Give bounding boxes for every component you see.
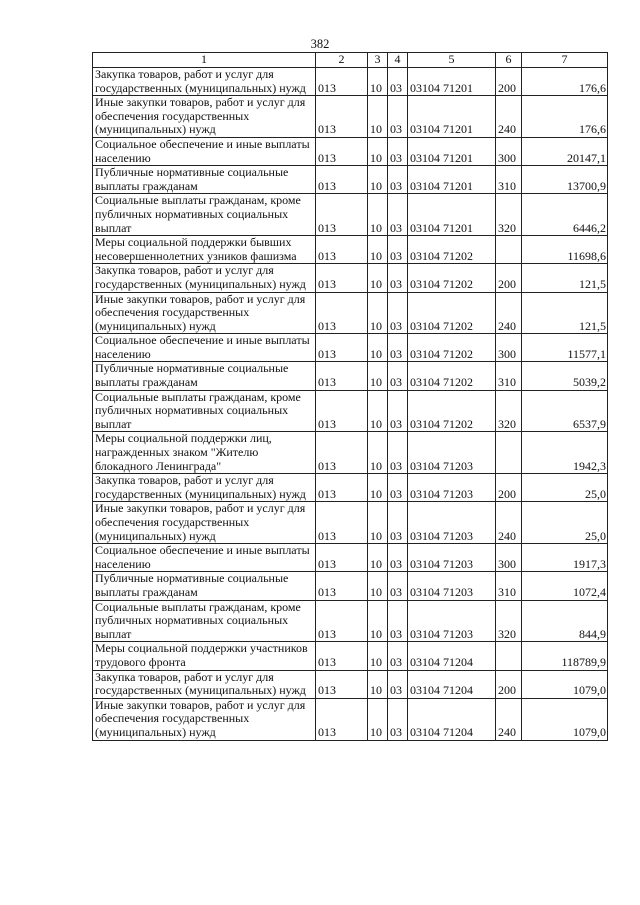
- row-name-cell: Публичные нормативные социальные выплаты гражданам: [93, 572, 316, 600]
- row-target-article-cell: 03104 71202: [408, 390, 496, 432]
- column-header-2: 2: [316, 53, 368, 68]
- row-section-cell: 10: [368, 166, 388, 194]
- row-target-article-cell: 03104 71202: [408, 292, 496, 334]
- table-row: [93, 96, 608, 138]
- row-subsection-cell: 03: [388, 544, 408, 572]
- row-admin-code-cell: 013: [316, 96, 368, 138]
- table-row: [93, 432, 608, 474]
- row-expense-type-cell: 300: [496, 334, 522, 362]
- row-amount-cell: 176,6: [522, 96, 608, 138]
- row-section-cell: 10: [368, 432, 388, 474]
- row-amount-cell: 176,6: [522, 68, 608, 96]
- row-admin-code-cell: 013: [316, 474, 368, 502]
- row-name-cell: Социальное обеспечение и иные выплаты населению: [93, 544, 316, 572]
- row-expense-type-cell: [496, 642, 522, 670]
- row-subsection-cell: 03: [388, 572, 408, 600]
- table-row: [93, 502, 608, 544]
- column-header-7: 7: [522, 53, 608, 68]
- row-name-cell: Социальные выплаты гражданам, кроме публичных нормативных социальных выплат: [93, 194, 316, 236]
- table-row: [93, 698, 608, 740]
- row-admin-code-cell: 013: [316, 194, 368, 236]
- column-header-1: 1: [93, 53, 316, 68]
- row-amount-cell: 1072,4: [522, 572, 608, 600]
- row-amount-cell: 121,5: [522, 292, 608, 334]
- row-target-article-cell: 03104 71204: [408, 670, 496, 698]
- row-subsection-cell: 03: [388, 166, 408, 194]
- row-subsection-cell: 03: [388, 474, 408, 502]
- row-target-article-cell: 03104 71204: [408, 642, 496, 670]
- row-target-article-cell: 03104 71201: [408, 166, 496, 194]
- row-amount-cell: 121,5: [522, 264, 608, 292]
- row-subsection-cell: 03: [388, 362, 408, 390]
- row-admin-code-cell: 013: [316, 698, 368, 740]
- table-row: [93, 166, 608, 194]
- table-row: [93, 264, 608, 292]
- row-section-cell: 10: [368, 502, 388, 544]
- table-row: [93, 292, 608, 334]
- row-admin-code-cell: 013: [316, 68, 368, 96]
- row-subsection-cell: 03: [388, 642, 408, 670]
- table-row: [93, 137, 608, 165]
- row-expense-type-cell: 300: [496, 137, 522, 165]
- row-target-article-cell: 03104 71201: [408, 68, 496, 96]
- row-subsection-cell: 03: [388, 432, 408, 474]
- row-name-cell: Социальное обеспечение и иные выплаты населению: [93, 137, 316, 165]
- row-admin-code-cell: 013: [316, 236, 368, 264]
- row-subsection-cell: 03: [388, 670, 408, 698]
- row-subsection-cell: 03: [388, 334, 408, 362]
- table-row: [93, 362, 608, 390]
- table-row: [93, 544, 608, 572]
- row-section-cell: 10: [368, 68, 388, 96]
- row-name-cell: Публичные нормативные социальные выплаты гражданам: [93, 362, 316, 390]
- row-admin-code-cell: 013: [316, 264, 368, 292]
- row-admin-code-cell: 013: [316, 166, 368, 194]
- row-target-article-cell: 03104 71202: [408, 362, 496, 390]
- row-target-article-cell: 03104 71203: [408, 600, 496, 642]
- row-section-cell: 10: [368, 96, 388, 138]
- column-header-6: 6: [496, 53, 522, 68]
- row-section-cell: 10: [368, 194, 388, 236]
- row-admin-code-cell: 013: [316, 390, 368, 432]
- table-row: [93, 334, 608, 362]
- row-name-cell: Иные закупки товаров, работ и услуг для обеспечения государственных (муниципальных) нужд: [93, 96, 316, 138]
- table-row: [93, 600, 608, 642]
- row-subsection-cell: 03: [388, 698, 408, 740]
- row-section-cell: 10: [368, 698, 388, 740]
- budget-table: [92, 52, 608, 741]
- row-admin-code-cell: 013: [316, 572, 368, 600]
- row-target-article-cell: 03104 71203: [408, 572, 496, 600]
- row-section-cell: 10: [368, 362, 388, 390]
- row-expense-type-cell: 320: [496, 194, 522, 236]
- table-row: [93, 390, 608, 432]
- row-amount-cell: 13700,9: [522, 166, 608, 194]
- row-expense-type-cell: 320: [496, 600, 522, 642]
- row-amount-cell: 11577,1: [522, 334, 608, 362]
- row-expense-type-cell: [496, 432, 522, 474]
- row-target-article-cell: 03104 71203: [408, 502, 496, 544]
- row-name-cell: Иные закупки товаров, работ и услуг для обеспечения государственных (муниципальных) нужд: [93, 292, 316, 334]
- row-name-cell: Закупка товаров, работ и услуг для государственных (муниципальных) нужд: [93, 474, 316, 502]
- row-expense-type-cell: 200: [496, 68, 522, 96]
- row-amount-cell: 118789,9: [522, 642, 608, 670]
- row-name-cell: Закупка товаров, работ и услуг для государственных (муниципальных) нужд: [93, 670, 316, 698]
- row-target-article-cell: 03104 71202: [408, 264, 496, 292]
- row-section-cell: 10: [368, 572, 388, 600]
- row-section-cell: 10: [368, 390, 388, 432]
- row-admin-code-cell: 013: [316, 137, 368, 165]
- row-amount-cell: 25,0: [522, 502, 608, 544]
- row-target-article-cell: 03104 71203: [408, 544, 496, 572]
- row-admin-code-cell: 013: [316, 334, 368, 362]
- table-row: [93, 194, 608, 236]
- table-row: [93, 68, 608, 96]
- row-subsection-cell: 03: [388, 96, 408, 138]
- column-header-5: 5: [408, 53, 496, 68]
- row-admin-code-cell: 013: [316, 670, 368, 698]
- table-row: [93, 474, 608, 502]
- row-admin-code-cell: 013: [316, 600, 368, 642]
- row-amount-cell: 5039,2: [522, 362, 608, 390]
- row-name-cell: Иные закупки товаров, работ и услуг для обеспечения государственных (муниципальных) нужд: [93, 698, 316, 740]
- row-amount-cell: 1079,0: [522, 670, 608, 698]
- row-name-cell: Иные закупки товаров, работ и услуг для обеспечения государственных (муниципальных) нужд: [93, 502, 316, 544]
- row-name-cell: Социальное обеспечение и иные выплаты населению: [93, 334, 316, 362]
- row-target-article-cell: 03104 71202: [408, 334, 496, 362]
- row-amount-cell: 844,9: [522, 600, 608, 642]
- row-subsection-cell: 03: [388, 264, 408, 292]
- row-expense-type-cell: 320: [496, 390, 522, 432]
- row-target-article-cell: 03104 71204: [408, 698, 496, 740]
- row-section-cell: 10: [368, 600, 388, 642]
- row-amount-cell: 25,0: [522, 474, 608, 502]
- row-target-article-cell: 03104 71201: [408, 96, 496, 138]
- row-name-cell: Публичные нормативные социальные выплаты гражданам: [93, 166, 316, 194]
- table-row: [93, 670, 608, 698]
- row-target-article-cell: 03104 71203: [408, 432, 496, 474]
- row-target-article-cell: 03104 71201: [408, 194, 496, 236]
- row-section-cell: 10: [368, 474, 388, 502]
- row-expense-type-cell: 200: [496, 670, 522, 698]
- row-expense-type-cell: 310: [496, 166, 522, 194]
- row-expense-type-cell: [496, 236, 522, 264]
- row-name-cell: Меры социальной поддержки участников трудового фронта: [93, 642, 316, 670]
- table-header-row: [93, 53, 608, 68]
- row-amount-cell: 6446,2: [522, 194, 608, 236]
- row-name-cell: Социальные выплаты гражданам, кроме публичных нормативных социальных выплат: [93, 600, 316, 642]
- row-expense-type-cell: 240: [496, 698, 522, 740]
- row-target-article-cell: 03104 71202: [408, 236, 496, 264]
- table-row: [93, 236, 608, 264]
- row-expense-type-cell: 300: [496, 544, 522, 572]
- row-section-cell: 10: [368, 137, 388, 165]
- row-section-cell: 10: [368, 264, 388, 292]
- row-section-cell: 10: [368, 670, 388, 698]
- row-expense-type-cell: 240: [496, 502, 522, 544]
- row-name-cell: Закупка товаров, работ и услуг для государственных (муниципальных) нужд: [93, 264, 316, 292]
- row-amount-cell: 6537,9: [522, 390, 608, 432]
- row-section-cell: 10: [368, 544, 388, 572]
- row-section-cell: 10: [368, 292, 388, 334]
- row-name-cell: Социальные выплаты гражданам, кроме публичных нормативных социальных выплат: [93, 390, 316, 432]
- row-amount-cell: 1079,0: [522, 698, 608, 740]
- row-section-cell: 10: [368, 334, 388, 362]
- row-amount-cell: 20147,1: [522, 137, 608, 165]
- row-subsection-cell: 03: [388, 292, 408, 334]
- row-section-cell: 10: [368, 236, 388, 264]
- row-subsection-cell: 03: [388, 390, 408, 432]
- row-expense-type-cell: 200: [496, 264, 522, 292]
- row-expense-type-cell: 310: [496, 572, 522, 600]
- row-target-article-cell: 03104 71203: [408, 474, 496, 502]
- row-admin-code-cell: 013: [316, 642, 368, 670]
- row-expense-type-cell: 240: [496, 96, 522, 138]
- table-row: [93, 572, 608, 600]
- row-subsection-cell: 03: [388, 236, 408, 264]
- row-subsection-cell: 03: [388, 194, 408, 236]
- row-amount-cell: 11698,6: [522, 236, 608, 264]
- row-expense-type-cell: 310: [496, 362, 522, 390]
- row-section-cell: 10: [368, 642, 388, 670]
- row-amount-cell: 1942,3: [522, 432, 608, 474]
- row-admin-code-cell: 013: [316, 432, 368, 474]
- row-expense-type-cell: 200: [496, 474, 522, 502]
- row-amount-cell: 1917,3: [522, 544, 608, 572]
- row-target-article-cell: 03104 71201: [408, 137, 496, 165]
- column-header-3: 3: [368, 53, 388, 68]
- table-row: [93, 642, 608, 670]
- row-name-cell: Меры социальной поддержки лиц, награжденных знаком "Жителю блокадного Ленинграда": [93, 432, 316, 474]
- row-admin-code-cell: 013: [316, 362, 368, 390]
- row-name-cell: Закупка товаров, работ и услуг для государственных (муниципальных) нужд: [93, 68, 316, 96]
- row-subsection-cell: 03: [388, 68, 408, 96]
- row-admin-code-cell: 013: [316, 502, 368, 544]
- row-admin-code-cell: 013: [316, 292, 368, 334]
- row-admin-code-cell: 013: [316, 544, 368, 572]
- row-name-cell: Меры социальной поддержки бывших несовершеннолетних узников фашизма: [93, 236, 316, 264]
- page-number: 382: [310, 37, 330, 51]
- row-expense-type-cell: 240: [496, 292, 522, 334]
- column-header-4: 4: [388, 53, 408, 68]
- row-subsection-cell: 03: [388, 137, 408, 165]
- row-subsection-cell: 03: [388, 600, 408, 642]
- row-subsection-cell: 03: [388, 502, 408, 544]
